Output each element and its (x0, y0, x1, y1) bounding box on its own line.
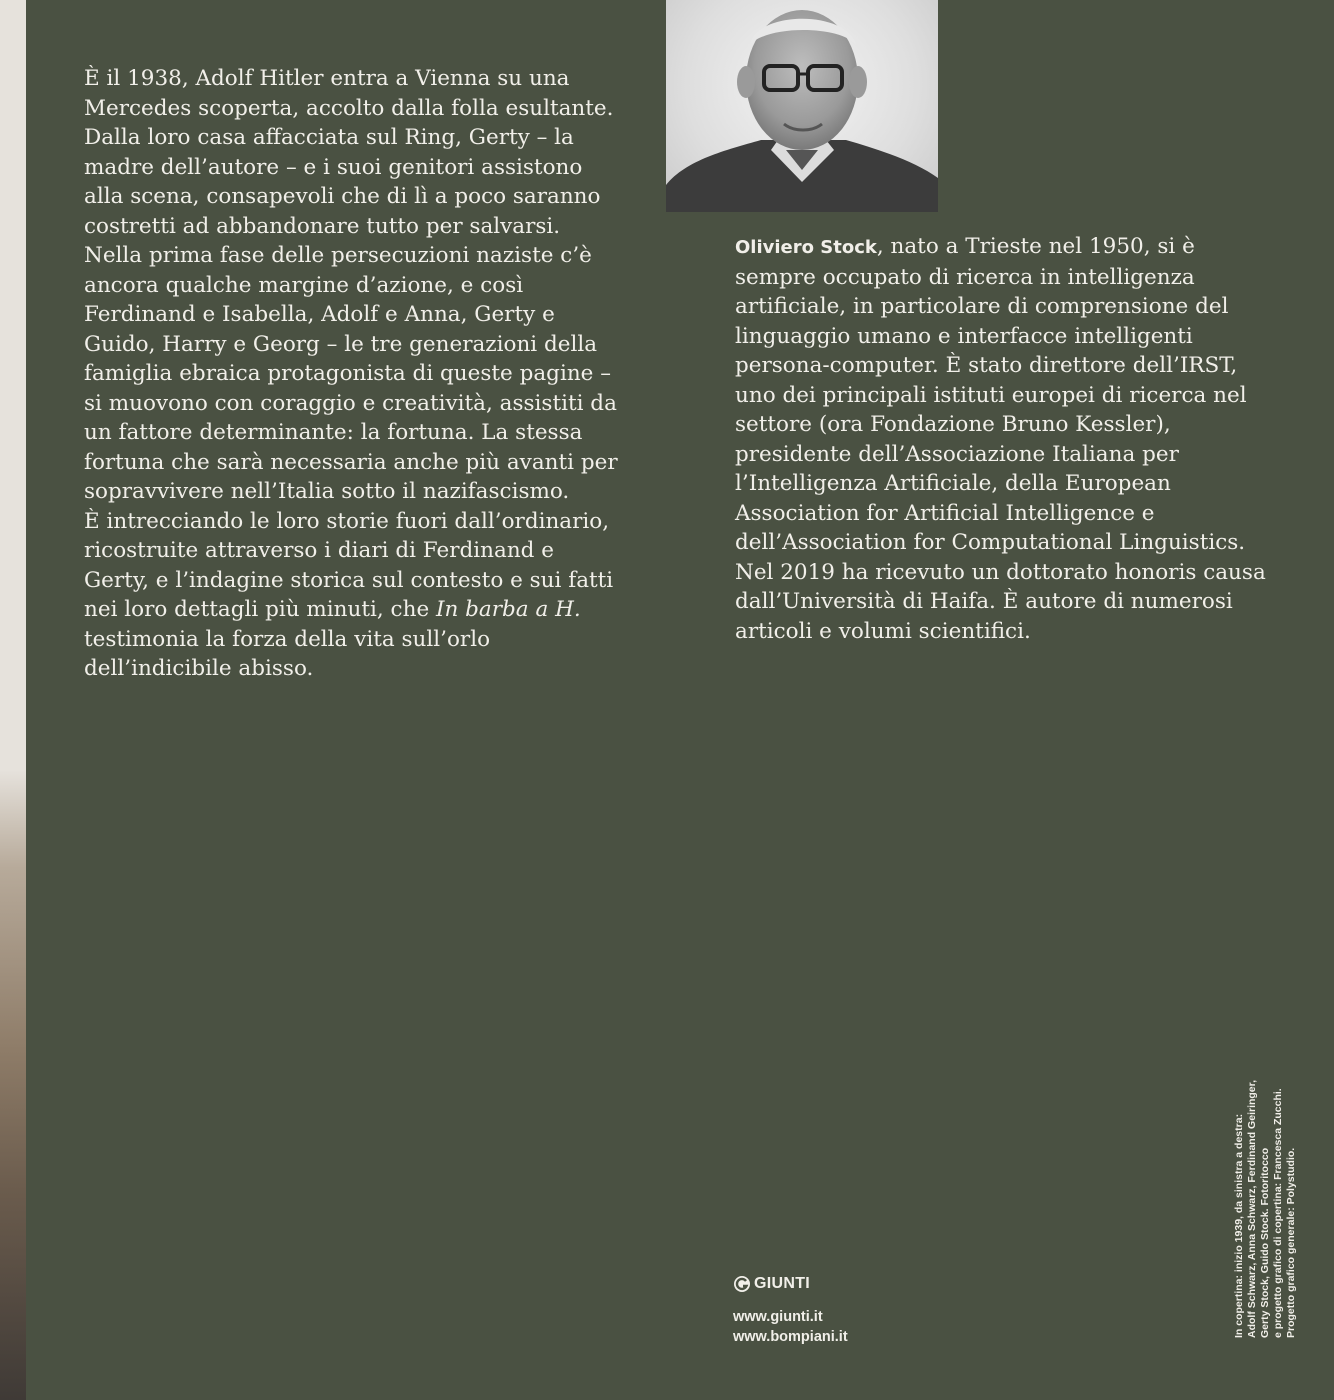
publisher-block (733, 1275, 848, 1347)
front-cover-edge (0, 0, 26, 1400)
credit-line: In copertina: inizio 1939, da sinistra a destra: (1233, 1113, 1245, 1338)
credit-line: Adolf Schwarz, Anna Schwarz, Ferdinand Geiringer, (1246, 1079, 1258, 1338)
blurb-text: È intrecciando le loro storie fuori dall’ordinario, ricostruite attraverso i diari di Ferdinand e Gerty, e l’indagine storica sul contesto e sui fatti nei loro dettagli più minuti, che (84, 508, 614, 622)
publisher-url[interactable]: www.giunti.it (733, 1309, 823, 1325)
publisher-logo (733, 1275, 848, 1293)
blurb-text: testimonia la forza della vita sull’orlo dell’indicibile abisso. (84, 626, 491, 681)
giunti-logo-icon (733, 1275, 751, 1293)
publisher-url[interactable]: www.bompiani.it (733, 1329, 848, 1345)
book-blurb (84, 64, 624, 684)
book-title: In barba a H. (436, 597, 581, 622)
publisher-logo-text: GIUNTI (754, 1275, 811, 1292)
blurb-paragraph: È il 1938, Adolf Hitler entra a Vienna su una Mercedes scoperta, accolto dalla folla esultante. Dalla loro casa affacciata sul Ring, Gerty – la madre dell’autore – e i suoi genitori assistono alla scena, consapevoli che di lì a poco saranno costretti ad abbandonare tutto per salvarsi. (84, 66, 614, 239)
blurb-paragraph (84, 507, 624, 684)
author-bio (735, 232, 1275, 646)
credit-line: e progetto grafico di copertina: Francesca Zucchi. (1272, 1088, 1284, 1338)
blurb-paragraph: Nella prima fase delle persecuzioni naziste c’è ancora qualche margine d’azione, e così Ferdinand e Isabella, Adolf e Anna, Gerty e Guido, Harry e Georg – le tre generazioni della famiglia ebraica protagonista di queste pagine – si muovono con coraggio e creatività, assistiti da un fattore determinante: la fortuna. La stessa fortuna che sarà necessaria anche più avanti per sopravvivere nell’Italia sotto il nazifascismo. (84, 243, 618, 504)
cover-credits (1233, 1038, 1298, 1338)
credit-line: Progetto grafico generale: Polystudio. (1285, 1147, 1297, 1338)
publisher-urls (733, 1307, 848, 1347)
credit-line: Gerty Stock, Guido Stock. Fotoritocco (1259, 1147, 1271, 1338)
author-name: Oliviero Stock (735, 237, 877, 258)
author-photo (666, 0, 938, 212)
author-bio-text: , nato a Trieste nel 1950, si è sempre occupato di ricerca in intelligenza artificiale, in particolare di comprensione del linguaggio umano e interfacce intelligenti persona-computer. È stato direttore dell’IRST, uno dei principali istituti europei di ricerca nel settore (ora Fondazione Bruno Kessler), presidente dell’Associazione Italiana per l’Intelligenza Artificiale, della European Association for Artificial Intelligence e dell’Association for Computational Linguistics. Nel 2019 ha ricevuto un dottorato honoris causa dall’Università di Haifa. È autore di numerosi articoli e volumi scientifici. (735, 234, 1266, 644)
